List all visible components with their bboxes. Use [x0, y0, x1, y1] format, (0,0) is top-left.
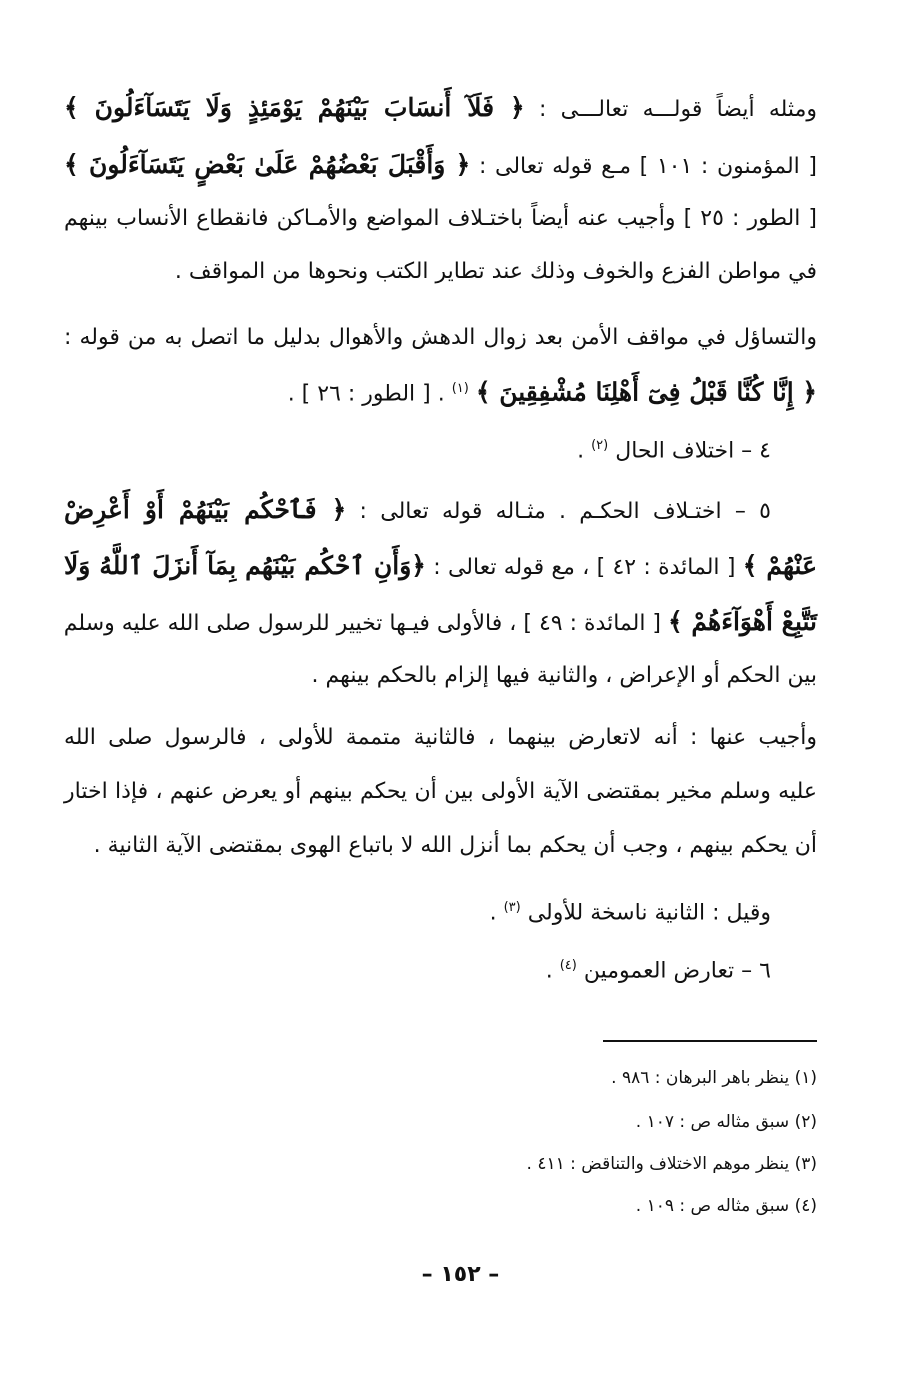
footnote: (١) ينظر باهر البرهان : ٩٨٦ . [611, 1068, 817, 1088]
quran-verse: تَتَّبِعْ أَهْوَآءَهُمْ ﴾ [668, 607, 817, 636]
page-number: – ١٥٢ – [421, 1262, 500, 1287]
body-line [64, 369, 817, 414]
footnote-ref: (١) [451, 381, 469, 396]
footnote-divider [603, 1040, 817, 1042]
body-line [64, 888, 771, 933]
body-line: [ الطور : ٢٥ ] وأجيب عنه أيضاً باختـلاف المواضع والأمـاكن فانقطاع الأنساب بينهم [64, 206, 817, 231]
body-text: [ المؤمنون : ١٠١ ] مـع قوله تعالى : [470, 154, 817, 179]
body-line [64, 88, 817, 130]
body-line: والتساؤل في مواقف الأمن بعد زوال الدهش والأهوال بدليل ما اتصل به من قوله : [64, 325, 817, 350]
quran-verse: ﴿ فَلَآ أَنسَابَ بَيْنَهُمْ يَوْمَئِذٍ وَلَا يَتَسَآءَلُونَ ﴾ [64, 93, 525, 122]
body-line: أن يحكم بينهم ، وجب أن يحكم بما أنزل الله لا باتباع الهوى بمقتضى الآية الثانية . [93, 833, 817, 858]
body-text: ٥ – اختـلاف الحكـم . مثـاله قوله تعالى : [346, 499, 771, 524]
list-item-text: ٦ – تعارض العمومين [583, 958, 771, 984]
body-text: وقيل : الثانية ناسخة للأولى [527, 900, 771, 926]
quran-verse: ﴿ وَأَقْبَلَ بَعْضُهُمْ عَلَىٰ بَعْضٍ يَتَسَآءَلُونَ ﴾ [64, 150, 471, 179]
footnote-ref: (٢) [591, 438, 609, 453]
body-line [64, 490, 771, 532]
body-line: في مواطن الفزع والخوف وذلك عند تطاير الكتب ونحوها من المواقف . [174, 259, 817, 284]
body-line [64, 145, 817, 187]
list-item [64, 426, 771, 471]
body-text: [ المائدة : ٤٢ ] ، مع قوله تعالى : [425, 555, 736, 580]
body-line [64, 602, 817, 644]
body-line: بين الحكم أو الإعراض ، والثانية فيها إلزام بالحكم بينهم . [311, 663, 817, 688]
body-text: [ المائدة : ٤٩ ] ، فالأولى فيـها تخيير للرسول صلى الله عليه وسلم [63, 611, 662, 636]
quran-verse: ﴿وَأَنِ ٱحْكُم بَيْنَهُم بِمَآ أَنزَلَ ٱللَّهُ وَلَا [64, 551, 426, 580]
body-text-end: . [489, 900, 497, 926]
body-text: . [ الطور : ٢٦ ] . [287, 381, 445, 407]
footnote: (٣) ينظر موهم الاختلاف والتناقض : ٤١١ . [526, 1154, 817, 1174]
quran-verse: عَنْهُمْ ﴾ [742, 551, 817, 580]
footnote-ref: (٤) [559, 958, 577, 973]
body-line: عليه وسلم مخير بمقتضى الآية الأولى بين أن يحكم بينهم أو يعرض عنهم ، فإذا اختار [64, 779, 817, 804]
list-item-end: . [545, 958, 553, 984]
body-line: وأجيب عنها : أنه لاتعارض بينهما ، فالثانية متممة للأولى ، فالرسول صلى الله [64, 725, 817, 750]
footnote: (٢) سبق مثاله ص : ١٠٧ . [635, 1112, 817, 1132]
list-item-end: . [577, 438, 585, 464]
list-item [64, 946, 771, 991]
body-line [64, 546, 817, 588]
footnote: (٤) سبق مثاله ص : ١٠٩ . [635, 1196, 817, 1216]
quran-verse: ﴿ إِنَّا كُنَّا قَبْلُ فِىٓ أَهْلِنَا مُشْفِقِينَ ﴾ [475, 377, 817, 407]
list-item-text: ٤ – اختلاف الحال [615, 438, 771, 464]
body-text: ومثله أيضاً قولـــه تعالـــى : [524, 97, 817, 122]
quran-verse: ﴿ فَٱحْكُم بَيْنَهُمْ أَوْ أَعْرِضْ [64, 495, 347, 524]
footnote-ref: (٣) [503, 900, 521, 915]
